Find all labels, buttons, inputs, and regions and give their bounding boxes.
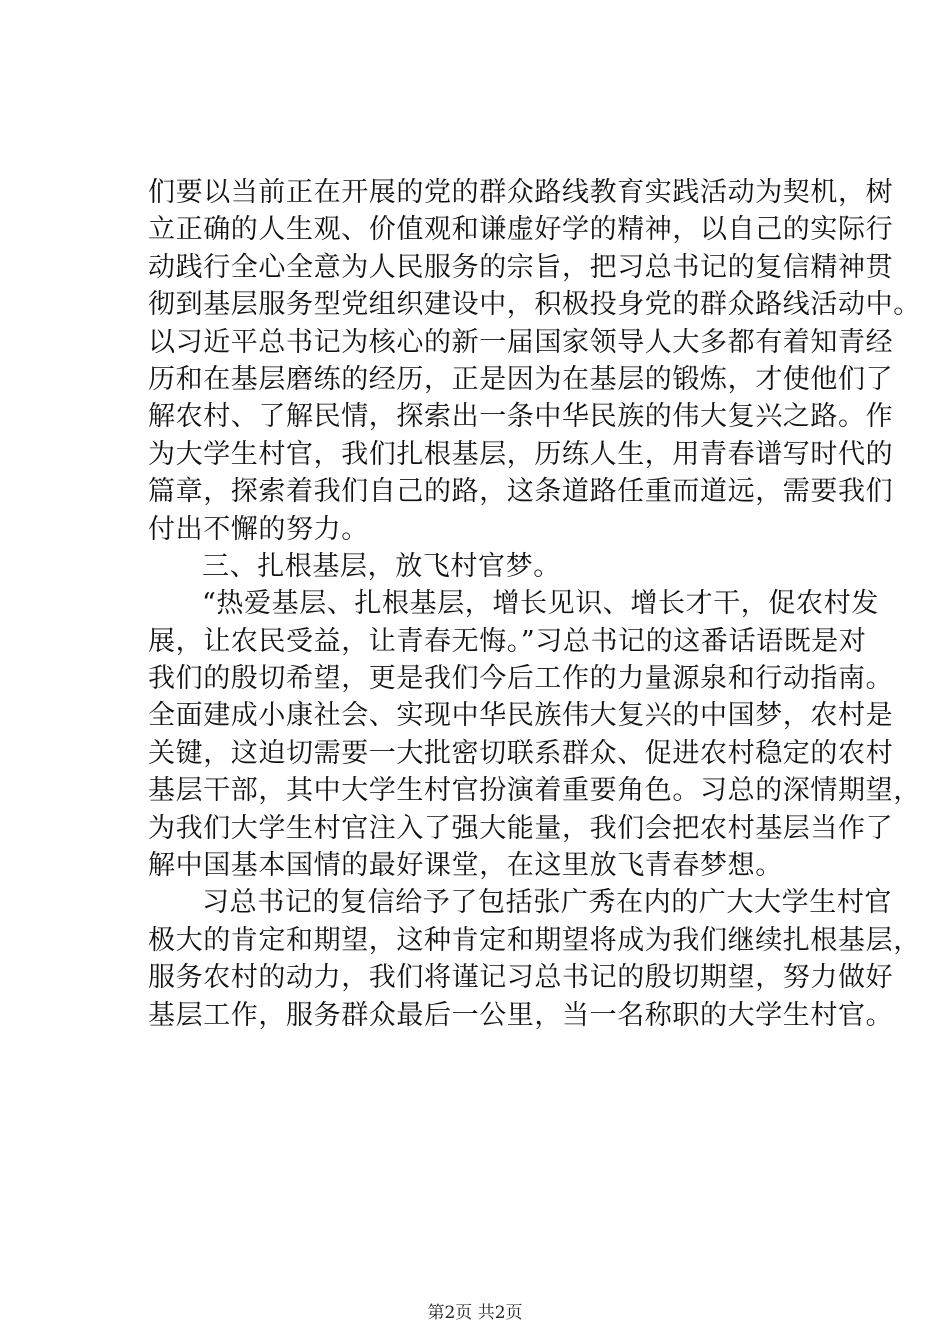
text-line: 历和在基层磨练的经历，正是因为在基层的锻炼，才使他们了 (148, 363, 894, 395)
text-line: 极大的肯定和期望，这种肯定和期望将成为我们继续扎根基层， (148, 924, 921, 956)
page-number-footer: 第2页 共2页 (427, 1303, 523, 1323)
text-line: 我们的殷切希望，更是我们今后工作的力量源泉和行动指南。 (148, 663, 894, 695)
text-line: 篇章，探索着我们自己的路，这条道路任重而道远，需要我们 (148, 476, 894, 508)
text-line: 解中国基本国情的最好课堂，在这里放飞青春梦想。 (148, 850, 783, 882)
text-line: “热爱基层、扎根基层，增长见识、增长才干，促农村发 (202, 588, 879, 620)
text-line: 动践行全心全意为人民服务的宗旨，把习总书记的复信精神贯 (148, 251, 894, 283)
text-line: 基层工作，服务群众最后一公里，当一名称职的大学生村官。 (148, 999, 894, 1031)
text-line: 关键，这迫切需要一大批密切联系群众、促进农村稳定的农村 (148, 737, 894, 769)
text-line: 习总书记的复信给予了包括张广秀在内的广大大学生村官 (202, 887, 892, 919)
text-line: 以习近平总书记为核心的新一届国家领导人大多都有着知青经 (148, 326, 894, 358)
text-line: 彻到基层服务型党组织建设中，积极投身党的群众路线活动中。 (148, 289, 921, 321)
text-line: 展，让农民受益，让青春无悔。”习总书记的这番话语既是对 (148, 625, 867, 657)
text-line: 全面建成小康社会、实现中华民族伟大复兴的中国梦，农村是 (148, 700, 894, 732)
text-line: 解农村、了解民情，探索出一条中华民族的伟大复兴之路。作 (148, 401, 894, 433)
text-line: 为我们大学生村官注入了强大能量，我们会把农村基层当作了 (148, 812, 894, 844)
text-line: 立正确的人生观、价值观和谦虚好学的精神，以自己的实际行 (148, 214, 894, 246)
text-line: 们要以当前正在开展的党的群众路线教育实践活动为契机，树 (148, 177, 894, 208)
text-line: 为大学生村官，我们扎根基层，历练人生，用青春谱写时代的 (148, 438, 894, 470)
document-body (148, 174, 921, 1034)
section-heading: 三、扎根基层，放飞村官梦。 (202, 550, 561, 582)
text-line: 基层干部，其中大学生村官扮演着重要角色。习总的深情期望， (148, 775, 921, 807)
text-line: 付出不懈的努力。 (148, 513, 369, 545)
text-line: 服务农村的动力，我们将谨记习总书记的殷切期望，努力做好 (148, 962, 894, 994)
